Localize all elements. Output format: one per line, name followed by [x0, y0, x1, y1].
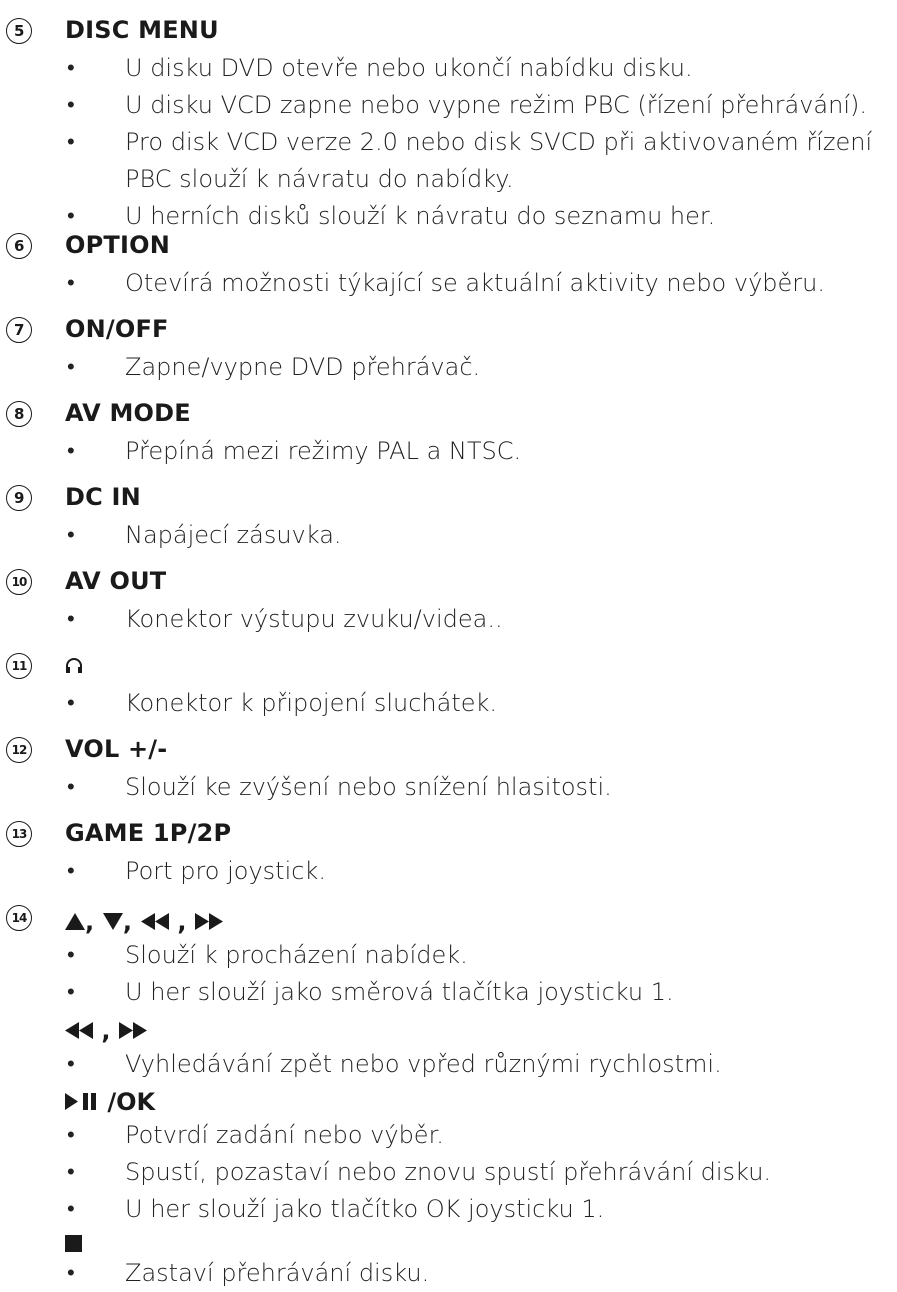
bullet-item: • U her slouží jako tlačítko OK joysticku 1. — [65, 1191, 897, 1228]
play-pause-icon — [65, 1088, 107, 1116]
bullet-item: • Konektor výstupu zvuku/videa.. — [65, 601, 897, 638]
bullet-item: • Port pro joystick. — [65, 853, 897, 890]
bullet-list — [65, 853, 897, 890]
item-title: ON/OFF — [65, 315, 169, 343]
bullet-list — [65, 1255, 897, 1292]
bullet-item: • Slouží ke zvýšení nebo snížení hlasitosti. — [65, 769, 897, 806]
bullet-item: • Vyhledávání zpět nebo vpřed různými rychlostmi. — [65, 1046, 897, 1083]
item-number: 11 — [6, 653, 32, 679]
up-arrow-icon — [65, 913, 85, 930]
item-title: , , , — [65, 907, 223, 937]
bullet-item: • Potvrdí zadání nebo výběr. — [65, 1117, 897, 1154]
bullet-list — [65, 265, 897, 302]
item-title: GAME 1P/2P — [65, 819, 232, 847]
item-title: DC IN — [65, 483, 141, 511]
item-number: 8 — [6, 401, 32, 427]
item-title: OPTION — [65, 231, 170, 259]
bullet-item: • Zapne/vypne DVD přehrávač. — [65, 349, 897, 386]
bullet-item: • Pro disk VCD verze 2.0 nebo disk SVCD při aktivovaném řízení PBC slouží k návratu do nabídky. — [65, 124, 897, 198]
bullet-item: • Přepíná mezi režimy PAL a NTSC. — [65, 433, 897, 470]
bullet-item: • Zastaví přehrávání disku. — [65, 1255, 897, 1292]
bullet-list — [65, 433, 897, 470]
item-number: 5 — [6, 18, 32, 44]
rewind-icon — [65, 1017, 101, 1045]
fast-forward-icon — [195, 908, 223, 936]
bullet-item: • Slouží k procházení nabídek. — [65, 937, 897, 974]
rewind-icon — [141, 908, 178, 936]
bullet-list — [65, 517, 897, 554]
subheading-play-ok — [65, 1087, 155, 1117]
item-title: AV MODE — [65, 399, 191, 427]
bullet-list — [65, 769, 897, 806]
bullet-list — [65, 685, 897, 722]
item-number: 14 — [6, 905, 32, 931]
fast-forward-icon — [119, 1017, 147, 1045]
bullet-item: • U herních disků slouží k návratu do seznamu her. — [65, 198, 897, 235]
item-number: 12 — [6, 737, 32, 763]
bullet-item: • Napájecí zásuvka. — [65, 517, 897, 554]
item-title: VOL +/- — [65, 735, 168, 763]
bullet-list — [65, 1219, 897, 1256]
item-number: 13 — [6, 821, 32, 847]
item-number: 7 — [6, 317, 32, 343]
bullet-item: • Konektor k připojení sluchátek. — [65, 685, 897, 722]
bullet-item: • U disku DVD otevře nebo ukončí nabídku disku. — [65, 50, 897, 87]
headphones-icon — [65, 654, 83, 679]
item-number: 9 — [6, 485, 32, 511]
item-title — [65, 650, 83, 682]
down-arrow-icon — [103, 913, 123, 930]
bullet-list — [65, 50, 897, 235]
bullet-item: • U disku VCD zapne nebo vypne režim PBC (řízení přehrávání). — [65, 87, 897, 124]
bullet-item: • Spustí, pozastaví nebo znovu spustí přehrávání disku. — [65, 1154, 897, 1191]
item-title: AV OUT — [65, 567, 167, 595]
bullet-list — [65, 937, 897, 1011]
subheading-rewind-ff: , — [65, 1016, 147, 1046]
bullet-list — [65, 1046, 897, 1083]
item-title: DISC MENU — [65, 16, 219, 44]
item-number: 10 — [6, 569, 32, 595]
bullet-item: • Otevírá možnosti týkající se aktuální aktivity nebo výběru. — [65, 265, 897, 302]
bullet-list — [65, 1117, 897, 1228]
bullet-item: • U her slouží jako směrová tlačítka joysticku 1. — [65, 974, 897, 1011]
bullet-list — [65, 349, 897, 386]
item-number: 6 — [6, 233, 32, 259]
ok-label: /OK — [107, 1088, 156, 1116]
bullet-list — [65, 601, 897, 638]
